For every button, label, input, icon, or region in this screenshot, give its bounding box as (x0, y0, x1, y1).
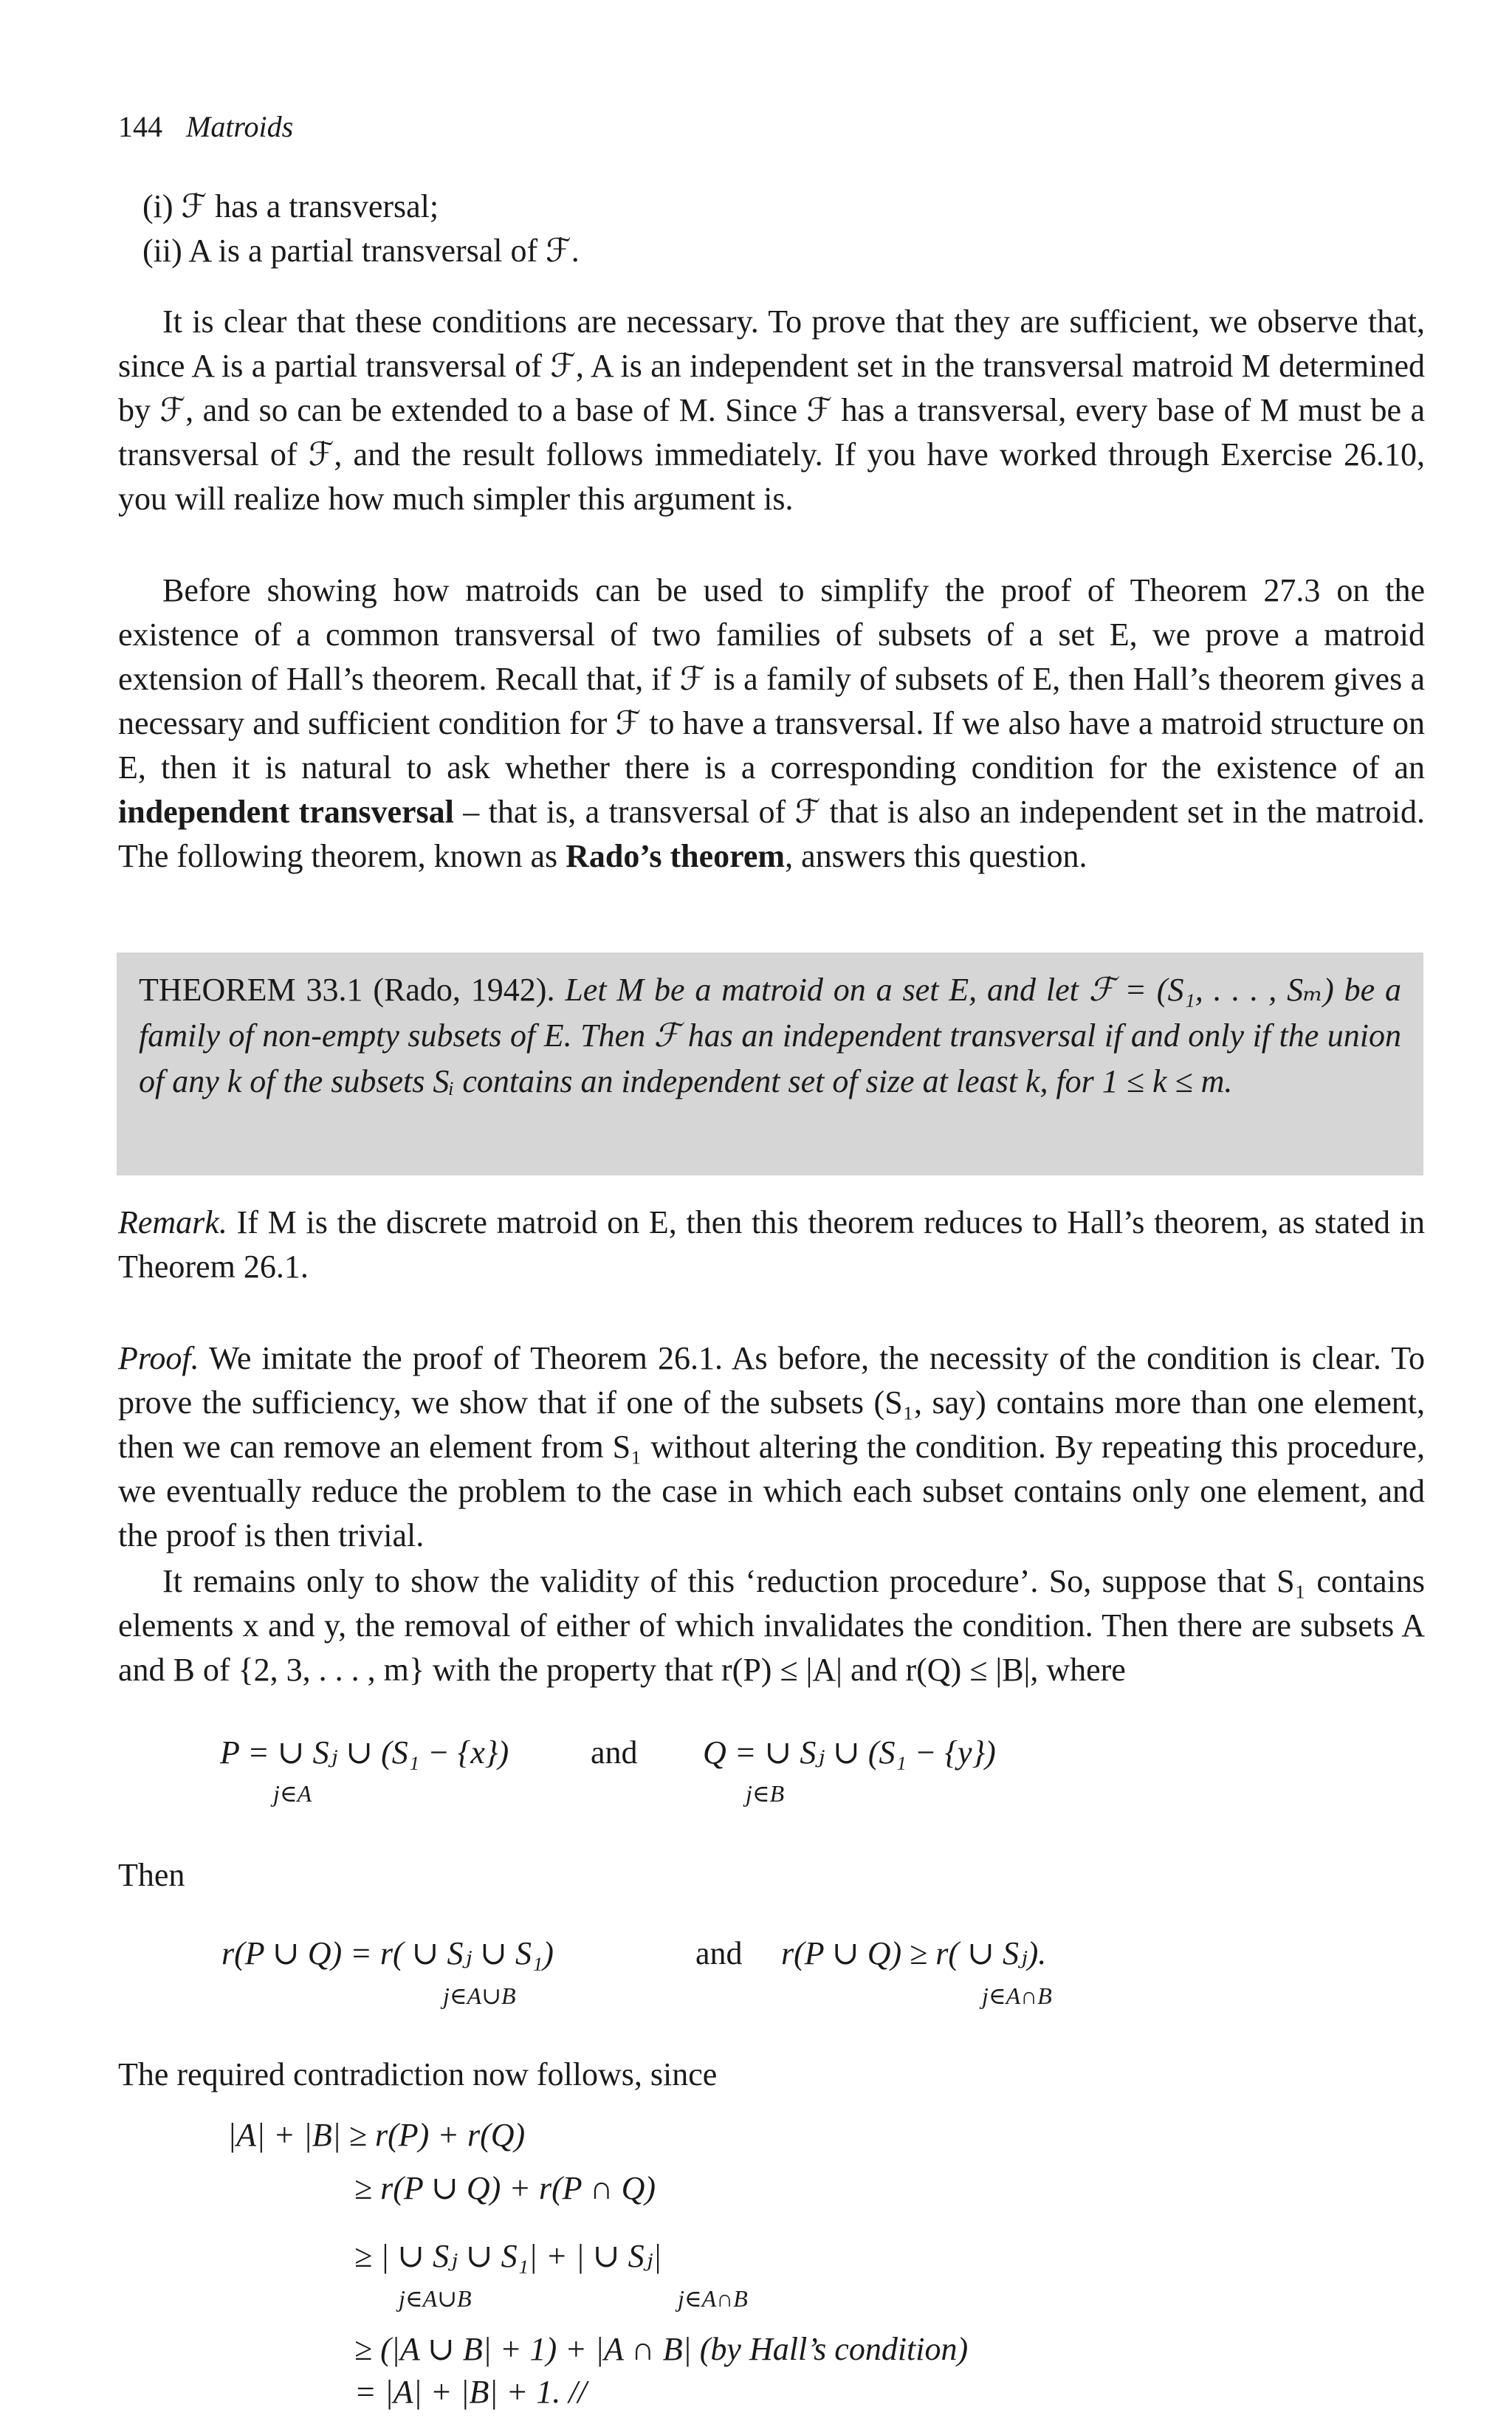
term-independent-transversal: independent transversal (118, 794, 454, 830)
running-head (118, 109, 293, 144)
theorem-label: THEOREM 33.1 (Rado, 1942). (139, 972, 555, 1008)
equation-rank-left: r(P ∪ Q) = r( ∪ Sⱼ ∪ S₁) (221, 1935, 554, 1971)
running-title: Matroids (186, 110, 294, 143)
index-j-in-a-union-b: j∈A∪B (443, 1982, 516, 2009)
paragraph-reduction (118, 1559, 1425, 1692)
theorem-box (117, 952, 1423, 1175)
chain-line-1: |A| + |B| ≥ r(P) + r(Q) (227, 2117, 526, 2153)
remark-paragraph (118, 1201, 1425, 1289)
index-j-in-b: j∈B (746, 1780, 785, 1807)
index-j-in-a-intersect-b: j∈A∩B (678, 2285, 748, 2312)
index-j-in-a-intersect-b: j∈A∩B (982, 1982, 1052, 2009)
paragraph-text: It is clear that these conditions are necessary. To prove that they are sufficient, we observe that, since A is a partial transversal of ℱ, A is an independent set in the transversal matroid M determined by ℱ, and so can be extended to a base of M. Since ℱ has a transversal, every base of M must be a transversal of ℱ, and the result follows immediately. If you have worked through Exercise 26.10, you will realize how much simpler this argument is. (118, 303, 1425, 517)
condition-i: (i) ℱ has a transversal; (142, 188, 439, 224)
chain-line-5: = |A| + |B| + 1. // (354, 2374, 587, 2410)
index-j-in-a-union-b: j∈A∪B (399, 2285, 472, 2312)
chain-line-2: ≥ r(P ∪ Q) + r(P ∩ Q) (354, 2170, 656, 2206)
condition-ii: (ii) A is a partial transversal of ℱ. (142, 233, 580, 269)
proof-paragraph (118, 1336, 1425, 1558)
equation-and: and (695, 1935, 743, 1971)
theorem-text (139, 967, 1401, 1105)
proof-label: Proof. (118, 1340, 199, 1376)
then-label: Then (118, 1857, 185, 1893)
paragraph-sufficiency (118, 300, 1425, 521)
equation-q: Q = ∪ Sⱼ ∪ (S₁ − {y}) (703, 1734, 996, 1771)
theorem-statement: Let M be a matroid on a set E, and let ℱ = (S₁, . . . , Sₘ) be a family of non-empty subsets of E. Then ℱ has an independent transversal if and only if the union of any k of the subsets Sᵢ contains an independent set of size at least k, for 1 ≤ k ≤ m. (139, 972, 1401, 1099)
equation-rank-right: r(P ∪ Q) ≥ r( ∪ Sⱼ). (781, 1935, 1047, 1971)
contradiction-intro: The required contradiction now follows, since (118, 2056, 718, 2092)
paragraph-text: It remains only to show the validity of this ‘reduction procedure’. So, suppose that S₁ contains elements x and y, the removal of either of which invalidates the condition. Then there are subsets A and B of {2, 3, . . . , m} with the property that r(P) ≤ |A| and r(Q) ≤ |B|, where (118, 1563, 1425, 1688)
page-number: 144 (118, 110, 162, 143)
chain-line-4: ≥ (|A ∪ B| + 1) + |A ∩ B| (by Hall’s condition) (354, 2331, 969, 2367)
term-rados-theorem: Rado’s theorem (566, 838, 786, 874)
paragraph-rado-intro (118, 569, 1425, 879)
proof-text: Proof. We imitate the proof of Theorem 26.1. As before, the necessity of the condition is clear. To prove the sufficiency, we show that if one of the subsets (S₁, say) contains more than one element, then we can remove an element from S₁ without altering the condition. By repeating this procedure, we eventually reduce the problem to the case in which each subset contains only one element, and the proof is then trivial. (118, 1340, 1425, 1553)
index-j-in-a: j∈A (273, 1780, 312, 1807)
equation-p: P = ∪ Sⱼ ∪ (S₁ − {x}) (220, 1734, 509, 1771)
equation-and: and (591, 1734, 638, 1771)
remark-label: Remark. (118, 1204, 227, 1240)
remark-text: Remark. If M is the discrete matroid on E, then this theorem reduces to Hall’s theorem, as stated in Theorem 26.1. (118, 1204, 1425, 1285)
chain-line-3: ≥ | ∪ Sⱼ ∪ S₁| + | ∪ Sⱼ| (354, 2238, 662, 2274)
paragraph-text: Before showing how matroids can be used to simplify the proof of Theorem 27.3 on the existence of a common transversal of two families of subsets of a set E, we prove a matroid extension of Hall’s theorem. Recall that, if ℱ is a family of subsets of E, then Hall’s theorem gives a necessary and sufficient condition for ℱ to have a transversal. If we also have a matroid structure on E, then it is natural to ask whether there is a corresponding condition for the existence of an independent transversal – that is, a transversal of ℱ that is also an independent set in the matroid. The following theorem, known as Rado’s theorem, answers this question. (118, 572, 1425, 874)
